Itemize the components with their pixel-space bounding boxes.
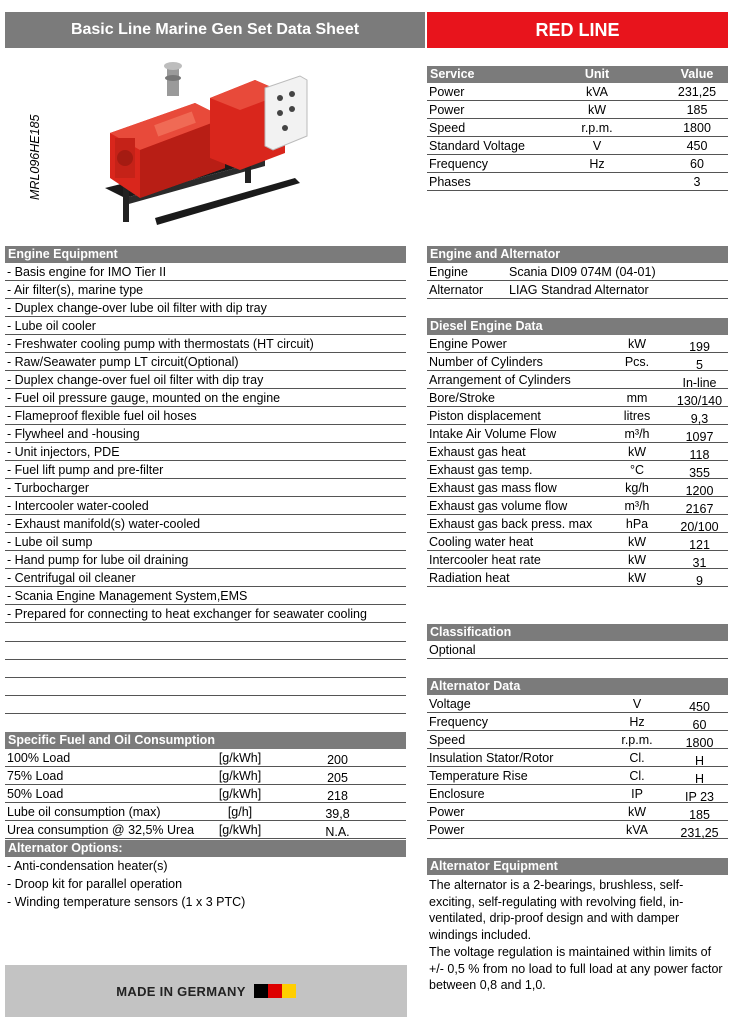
alternator-label: Power xyxy=(429,823,465,837)
divider xyxy=(5,713,406,714)
list-item xyxy=(5,587,406,605)
diesel-unit: hPa xyxy=(625,517,649,531)
engine-equipment-item: - Raw/Seawater pump LT circuit(Optional) xyxy=(7,355,239,369)
diesel-engine-row xyxy=(427,479,728,497)
engine-equipment-item: - Flameproof flexible fuel oil hoses xyxy=(7,409,197,423)
list-item xyxy=(5,407,406,425)
made-in-label: MADE IN GERMANY xyxy=(116,983,246,999)
service-header-label: Service xyxy=(430,67,475,81)
fuel-unit: [g/kWh] xyxy=(218,823,262,837)
diesel-engine-row xyxy=(427,371,728,389)
service-label: Phases xyxy=(429,175,471,189)
engine-equipment-item: - Duplex change-over lube oil filter with dip tray xyxy=(7,301,267,315)
list-item xyxy=(5,263,406,281)
alternator-label: Voltage xyxy=(429,697,471,711)
fuel-consumption-row xyxy=(5,785,406,803)
alternator-unit: r.p.m. xyxy=(621,733,653,747)
fuel-value: N.A. xyxy=(325,825,350,839)
diesel-label: Exhaust gas temp. xyxy=(429,463,533,477)
alternator-unit: Cl. xyxy=(629,769,645,783)
alternator-value: 185 xyxy=(689,808,710,822)
alternator-label: Frequency xyxy=(429,715,489,729)
diesel-engine-row xyxy=(427,335,728,353)
fuel-label: 50% Load xyxy=(7,787,64,801)
list-item xyxy=(5,479,406,497)
diesel-value: 20/100 xyxy=(680,520,719,534)
diesel-unit: kg/h xyxy=(625,481,649,495)
diesel-engine-row xyxy=(427,425,728,443)
alternator-value: 231,25 xyxy=(680,826,719,840)
fuel-value: 218 xyxy=(327,789,348,803)
diesel-label: Exhaust gas volume flow xyxy=(429,499,568,513)
alternator-equipment-title: Alternator Equipment xyxy=(427,858,728,875)
fuel-label: Lube oil consumption (max) xyxy=(7,805,161,819)
service-label: Power xyxy=(429,85,465,99)
service-row xyxy=(427,173,728,191)
service-label: Power xyxy=(429,103,465,117)
fuel-consumption-row xyxy=(5,821,406,839)
list-item xyxy=(5,551,406,569)
diesel-engine-title: Diesel Engine Data xyxy=(427,318,728,335)
diesel-engine-row xyxy=(427,551,728,569)
diesel-unit: mm xyxy=(626,391,648,405)
alternator-label: Temperature Rise xyxy=(429,769,528,783)
alternator-equipment-paragraph-1: The alternator is a 2-bearings, brushless, self-exciting, self-regulating with revolving field, in-ventilated, drip-proof design and with damper windings included. xyxy=(429,878,684,943)
made-in-germany-banner xyxy=(5,965,407,1017)
alternator-data-row xyxy=(427,713,728,731)
fuel-consumption-title: Specific Fuel and Oil Consumption xyxy=(5,732,406,749)
engine-equipment-item: - Hand pump for lube oil draining xyxy=(7,553,189,567)
diesel-engine-row xyxy=(427,515,728,533)
diesel-value: 9,3 xyxy=(690,412,709,426)
service-row xyxy=(427,83,728,101)
alternator-unit: kVA xyxy=(626,823,648,837)
engine-equipment-item: - Fuel lift pump and pre-filter xyxy=(7,463,164,477)
alternator-data-row xyxy=(427,749,728,767)
diesel-label: Arrangement of Cylinders xyxy=(429,373,571,387)
flag-stripe-black xyxy=(254,984,268,998)
list-item xyxy=(5,425,406,443)
ea-label: Alternator xyxy=(429,283,484,297)
ea-value: LIAG Standrad Alternator xyxy=(509,283,649,297)
alternator-data-row xyxy=(427,767,728,785)
fuel-consumption-row xyxy=(5,803,406,821)
fuel-consumption-row xyxy=(5,767,406,785)
diesel-engine-row xyxy=(427,497,728,515)
engine-equipment-item: - Prepared for connecting to heat exchanger for seawater cooling xyxy=(7,607,367,621)
service-row xyxy=(427,155,728,173)
engine-alternator-title: Engine and Alternator xyxy=(427,246,728,263)
diesel-value: 1200 xyxy=(685,484,714,498)
diesel-engine-row xyxy=(427,443,728,461)
alternator-equipment-text xyxy=(429,877,729,994)
engine-equipment-item: - Unit injectors, PDE xyxy=(7,445,120,459)
alternator-unit: V xyxy=(632,697,642,711)
diesel-engine-row xyxy=(427,407,728,425)
engine-equipment-item: - Scania Engine Management System,EMS xyxy=(7,589,248,603)
engine-equipment-item: - Duplex change-over fuel oil filter with dip tray xyxy=(7,373,264,387)
diesel-unit: kW xyxy=(627,571,647,585)
engine-equipment-item: - Centrifugal oil cleaner xyxy=(7,571,136,585)
service-header-value: Value xyxy=(680,67,714,81)
engine-alternator-row xyxy=(427,281,728,299)
service-row xyxy=(427,101,728,119)
alternator-label: Insulation Stator/Rotor xyxy=(429,751,554,765)
model-code: MRL096HE185 xyxy=(28,114,42,200)
alternator-data-row xyxy=(427,803,728,821)
alternator-unit: kW xyxy=(627,805,647,819)
german-flag-icon xyxy=(254,984,296,998)
diesel-value: 2167 xyxy=(685,502,714,516)
engine-equipment-item: - Air filter(s), marine type xyxy=(7,283,144,297)
divider xyxy=(5,659,406,660)
list-item xyxy=(5,317,406,335)
service-unit: kW xyxy=(587,103,607,117)
fuel-label: 100% Load xyxy=(7,751,71,765)
list-item: - Droop kit for parallel operation xyxy=(7,877,183,891)
diesel-engine-row xyxy=(427,461,728,479)
diesel-engine-row xyxy=(427,353,728,371)
service-header-unit: Unit xyxy=(584,67,610,81)
engine-equipment-item: - Intercooler water-cooled xyxy=(7,499,149,513)
alternator-data-title: Alternator Data xyxy=(427,678,728,695)
list-item xyxy=(5,515,406,533)
service-unit: r.p.m. xyxy=(581,121,613,135)
diesel-engine-row xyxy=(427,389,728,407)
service-value: 1800 xyxy=(683,121,711,135)
diesel-unit: °C xyxy=(629,463,645,477)
engine-equipment-item: - Basis engine for IMO Tier II xyxy=(7,265,167,279)
engine-equipment-item: - Lube oil cooler xyxy=(7,319,96,333)
diesel-label: Intake Air Volume Flow xyxy=(429,427,557,441)
alternator-data-row xyxy=(427,821,728,839)
diesel-label: Exhaust gas back press. max xyxy=(429,517,593,531)
list-item: - Winding temperature sensors (1 x 3 PTC) xyxy=(7,895,246,909)
diesel-label: Cooling water heat xyxy=(429,535,534,549)
flag-stripe-gold xyxy=(282,984,296,998)
ea-label: Engine xyxy=(429,265,468,279)
diesel-value: 355 xyxy=(689,466,710,480)
flag-stripe-red xyxy=(268,984,282,998)
engine-equipment-item: - Turbocharger xyxy=(7,481,89,495)
engine-equipment-item: - Flywheel and -housing xyxy=(7,427,140,441)
service-value: 185 xyxy=(686,103,708,117)
fuel-consumption-row xyxy=(5,749,406,767)
list-item xyxy=(5,389,406,407)
diesel-value: 121 xyxy=(689,538,710,552)
list-item xyxy=(5,605,406,623)
fuel-value: 200 xyxy=(327,753,348,767)
genset-image xyxy=(95,58,310,230)
alternator-label: Power xyxy=(429,805,465,819)
divider xyxy=(5,641,406,642)
diesel-value: In-line xyxy=(682,376,717,390)
alternator-data-row xyxy=(427,695,728,713)
engine-equipment-item: - Lube oil sump xyxy=(7,535,93,549)
diesel-label: Exhaust gas mass flow xyxy=(429,481,557,495)
service-label: Standard Voltage xyxy=(429,139,525,153)
diesel-value: 130/140 xyxy=(676,394,723,408)
service-value: 60 xyxy=(690,157,704,171)
classification-row xyxy=(427,641,728,659)
diesel-value: 118 xyxy=(689,448,710,462)
list-item xyxy=(5,461,406,479)
diesel-label: Piston displacement xyxy=(429,409,541,423)
service-label: Frequency xyxy=(429,157,489,171)
list-item xyxy=(5,497,406,515)
diesel-unit: litres xyxy=(623,409,651,423)
diesel-unit: kW xyxy=(627,553,647,567)
fuel-label: 75% Load xyxy=(7,769,64,783)
service-unit: V xyxy=(592,139,602,153)
diesel-label: Bore/Stroke xyxy=(429,391,496,405)
service-unit: Hz xyxy=(589,157,605,171)
list-item xyxy=(5,443,406,461)
alternator-label: Enclosure xyxy=(429,787,485,801)
list-item: - Anti-condensation heater(s) xyxy=(7,859,168,873)
alternator-value: H xyxy=(694,772,705,786)
diesel-value: 1097 xyxy=(685,430,714,444)
service-row xyxy=(427,119,728,137)
diesel-value: 9 xyxy=(696,574,703,588)
fuel-value: 39,8 xyxy=(325,807,350,821)
service-value: 450 xyxy=(686,139,708,153)
service-row xyxy=(427,137,728,155)
alternator-unit: Cl. xyxy=(629,751,645,765)
fuel-label: Urea consumption @ 32,5% Urea xyxy=(7,823,195,837)
list-item xyxy=(5,353,406,371)
alternator-data-row xyxy=(427,731,728,749)
alternator-value: 450 xyxy=(689,700,710,714)
engine-equipment-item: - Exhaust manifold(s) water-cooled xyxy=(7,517,201,531)
diesel-unit: kW xyxy=(627,445,647,459)
engine-equipment-item: - Fuel oil pressure gauge, mounted on the engine xyxy=(7,391,281,405)
service-value: 231,25 xyxy=(677,85,717,99)
divider xyxy=(5,677,406,678)
fuel-unit: [g/kWh] xyxy=(218,769,262,783)
diesel-unit: kW xyxy=(627,337,647,351)
engine-alternator-row xyxy=(427,263,728,281)
diesel-value: 31 xyxy=(692,556,707,570)
diesel-label: Exhaust gas heat xyxy=(429,445,526,459)
diesel-engine-row xyxy=(427,533,728,551)
service-table-header xyxy=(427,66,728,83)
alternator-value: IP 23 xyxy=(685,790,714,804)
diesel-label: Intercooler heat rate xyxy=(429,553,541,567)
fuel-unit: [g/h] xyxy=(227,805,253,819)
service-label: Speed xyxy=(429,121,466,135)
fuel-unit: [g/kWh] xyxy=(218,751,262,765)
service-unit: kVA xyxy=(586,85,608,99)
alternator-data-row xyxy=(427,785,728,803)
alternator-unit: Hz xyxy=(629,715,645,729)
divider xyxy=(5,695,406,696)
diesel-label: Radiation heat xyxy=(429,571,510,585)
alternator-value: H xyxy=(694,754,705,768)
fuel-value: 205 xyxy=(327,771,348,785)
list-item xyxy=(5,335,406,353)
service-value: 3 xyxy=(693,175,701,189)
alternator-value: 1800 xyxy=(685,736,714,750)
alternator-unit: IP xyxy=(631,787,643,801)
alternator-label: Speed xyxy=(429,733,466,747)
list-item xyxy=(5,299,406,317)
red-line-badge: RED LINE xyxy=(427,12,728,48)
list-item xyxy=(5,371,406,389)
list-item xyxy=(5,533,406,551)
diesel-unit: m³/h xyxy=(624,499,650,513)
alternator-options-title: Alternator Options: xyxy=(5,840,406,857)
ea-value: Scania DI09 074M (04-01) xyxy=(509,265,656,279)
fuel-unit: [g/kWh] xyxy=(218,787,262,801)
diesel-engine-row xyxy=(427,569,728,587)
diesel-label: Engine Power xyxy=(429,337,507,351)
list-item xyxy=(5,569,406,587)
page-title: Basic Line Marine Gen Set Data Sheet xyxy=(5,12,425,48)
classification-title: Classification xyxy=(427,624,728,641)
classification-value: Optional xyxy=(429,643,476,657)
alternator-value: 60 xyxy=(692,718,707,732)
diesel-unit: Pcs. xyxy=(624,355,650,369)
diesel-unit: kW xyxy=(627,535,647,549)
engine-equipment-title: Engine Equipment xyxy=(5,246,406,263)
engine-equipment-item: - Freshwater cooling pump with thermostats (HT circuit) xyxy=(7,337,314,351)
diesel-label: Number of Cylinders xyxy=(429,355,543,369)
alternator-equipment-paragraph-2: The voltage regulation is maintained within limits of +/- 0,5 % from no load to full load at any power factor between 0,8 and 1,0. xyxy=(429,944,723,993)
diesel-unit: m³/h xyxy=(624,427,650,441)
diesel-value: 5 xyxy=(696,358,703,372)
list-item xyxy=(5,281,406,299)
diesel-value: 199 xyxy=(689,340,710,354)
